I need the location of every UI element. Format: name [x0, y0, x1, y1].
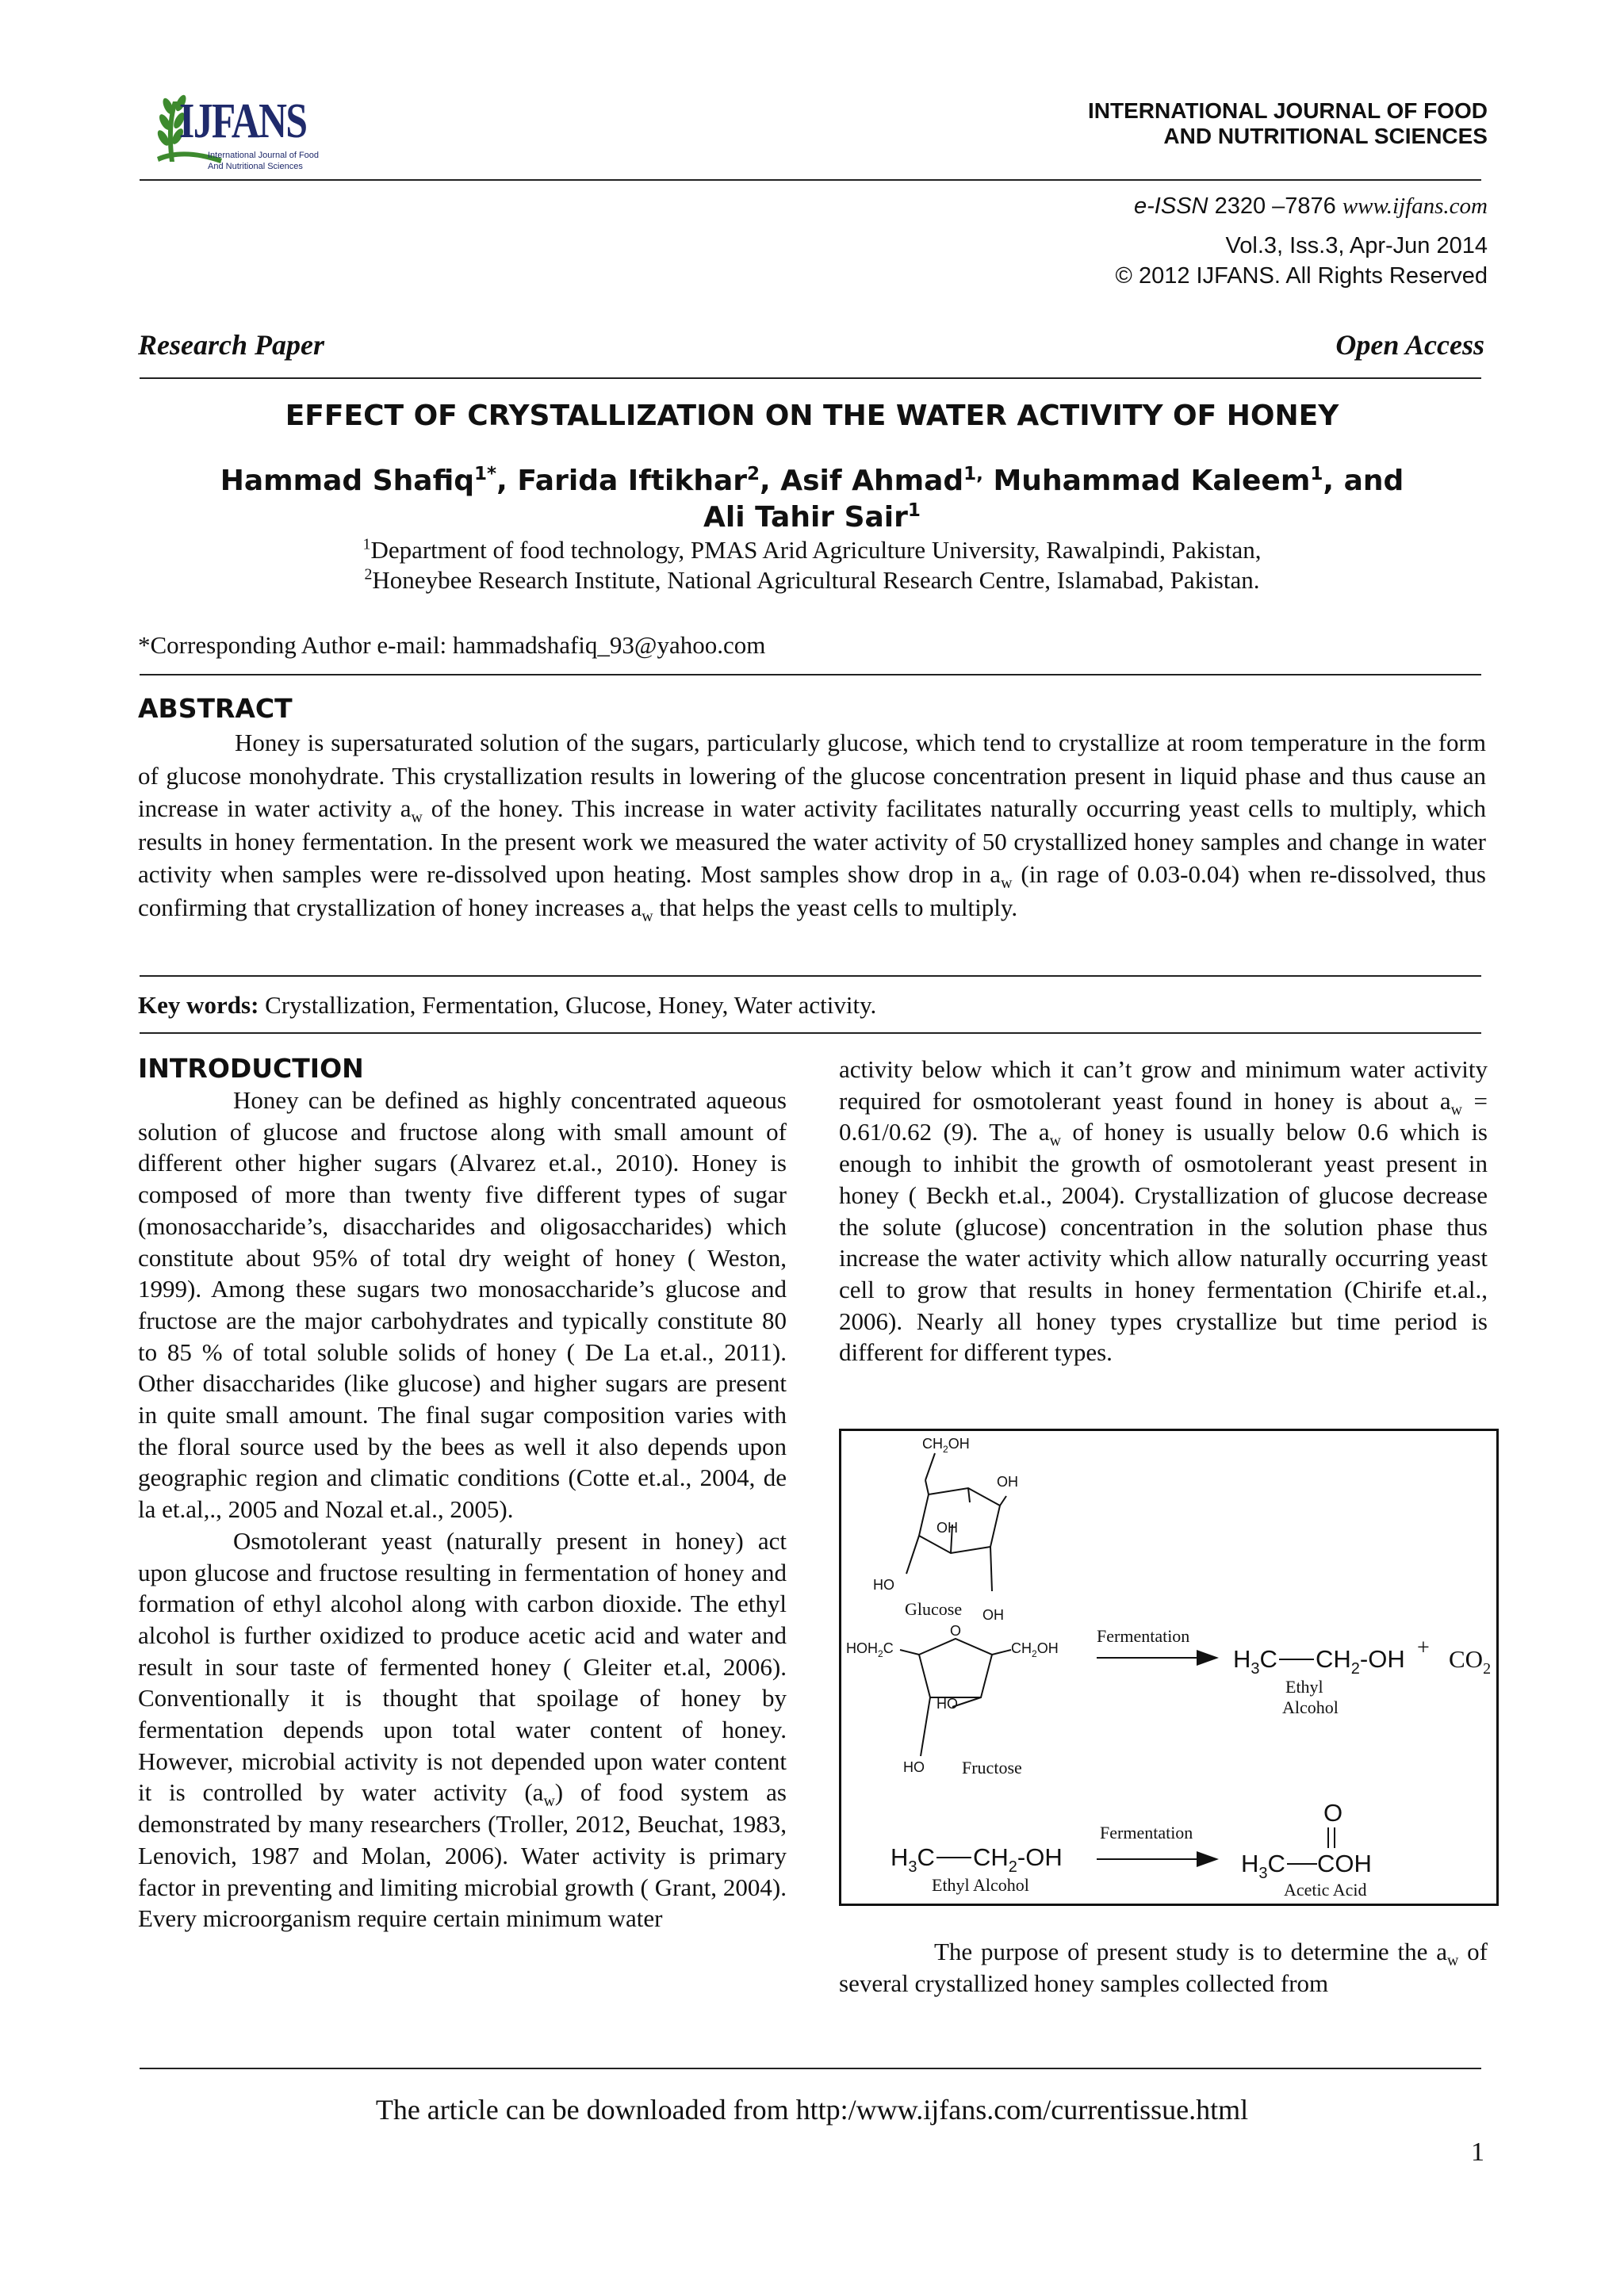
introduction-right-column: activity below which it can’t grow and minimum water activity required for osmotolerant yeast found in honey is about $a_w = 0.61/0.62$ (9). The $a_w$ of honey is usually below 0.6 which is enough to inhibit the growth of osmotolerant yeast present in honey ( Beckh et.al., 2004). Crystallization of glucose decrease the solute (glucose) concentration in the solution phase thus increase the water activity which allow naturally occurring yeast cell to grow that results in honey fermentation (Chirife et.al., 2006). Nearly all honey types crystallize but time period is different for different types.: [839, 1055, 1488, 1367]
journal-name-line2: AND NUTRITIONAL SCIENCES: [1163, 124, 1488, 148]
keywords-rule: [140, 1032, 1481, 1034]
carbon-dioxide: $CO_2$: [1449, 1645, 1492, 1678]
affiliation-1: $^1$Department of food technology, PMAS Arid Agriculture University, Rawalpindi, Pakistan,: [362, 535, 1262, 564]
article-title: EFFECT OF CRYSTALLIZATION ON THE WATER ACTIVITY OF HONEY: [285, 400, 1339, 432]
website-link[interactable]: www.ijfans.com: [1342, 193, 1488, 219]
ethanol-formula-2: $H_3C$: [891, 1843, 935, 1876]
author-list: [190, 463, 1434, 536]
fermentation-label-2: Fermentation: [1100, 1823, 1193, 1843]
glucose-ch2oh-label: $CH_2OH$: [922, 1436, 970, 1455]
abstract-top-rule: [140, 674, 1481, 675]
paper-type: Research Paper: [138, 329, 324, 361]
ethyl-label: Ethyl: [1285, 1677, 1323, 1697]
purpose-paragraph: The purpose of present study is to determine the $a_w$ of several crystallized honey samples collected from: [839, 1938, 1488, 1997]
logo-subtitle-1: International Journal of Food: [208, 151, 320, 160]
glucose-oh-right: OH: [997, 1474, 1018, 1490]
ethanol-ch2oh-2: $CH_2-OH$: [973, 1843, 1063, 1876]
author-5: Ali Tahir Sair$^1$: [703, 500, 921, 534]
journal-logo: [151, 86, 349, 178]
download-note: The article can be downloaded from http:/www.ijfans.com/currentissue.html: [375, 2094, 1249, 2126]
fructose-ring-oxygen: O: [950, 1623, 962, 1639]
access-type: Open Access: [1335, 329, 1484, 361]
abstract-bottom-rule: [140, 975, 1481, 977]
introduction-heading: INTRODUCTION: [138, 1053, 364, 1084]
intro-paragraph-2: Osmotolerant yeast (naturally present in honey) act upon glucose and fructose resulting in fermentation of honey and formation of ethyl alcohol along with carbon dioxide. The ethyl alcohol is further oxidized to produce acetic acid and water and result in sour taste of fermented honey ( Gleiter et.al, 2006). Conventionally it is thought that spoilage of honey by fermentation depends upon total water content of honey. However, microbial activity is not depended upon water content it is controlled by water activity $(a_w)$ of food system as demonstrated by many researchers (Troller, 2012, Beuchat, 1983, Lenovich, 1987 and Molan, 2006). Water activity is primary factor in preventing and limiting microbial growth ( Grant, 2004). Every microorganism require certain minimum water: [138, 1526, 787, 1933]
acetic-acid-label: Acetic Acid: [1284, 1880, 1367, 1900]
carbonyl-oxygen: O: [1323, 1799, 1343, 1827]
fructose-ho-bottom: HO: [903, 1759, 925, 1775]
keywords-label: Key words:: [138, 991, 259, 1019]
affiliation-2: $^2$Honeybee Research Institute, National Agricultural Research Centre, Islamabad, Pakistan.: [364, 565, 1260, 594]
page-number: 1: [1471, 2137, 1484, 2167]
eissn-label: e-ISSN: [1134, 193, 1208, 219]
glucose-oh-bottom: OH: [982, 1607, 1004, 1623]
author-4: Muhammad Kaleem$^1$, and: [993, 464, 1404, 497]
eissn-value: 2320 –7876: [1214, 193, 1336, 219]
acetic-acid-formula: $H_3C$: [1241, 1850, 1285, 1882]
logo-subtitle-2: And Nutritional Sciences: [208, 162, 303, 171]
author-3: Asif Ahmad$^{1,}$: [780, 464, 983, 497]
copyright: © 2012 IJFANS. All Rights Reserved: [1115, 263, 1488, 289]
glucose-label: Glucose: [905, 1599, 963, 1619]
issn-line: [1134, 193, 1488, 220]
fermentation-scheme-figure: [839, 1429, 1499, 1906]
abstract-heading: ABSTRACT: [138, 693, 293, 724]
glucose-ho-left: HO: [873, 1577, 894, 1593]
keywords: [138, 991, 876, 1020]
journal-name-line1: INTERNATIONAL JOURNAL OF FOOD: [1088, 98, 1488, 123]
reaction-diagram: [841, 1431, 1496, 1904]
intro-paragraph-1: Honey can be defined as highly concentrated aqueous solution of glucose and fructose along with small amount of different other higher sugars (Alvarez et.al., 2010). Honey is composed of more than twenty five different types of sugar (monosaccharide’s, disaccharides and oligosaccharides) which constitute about 95% of total dry weight of honey ( Weston, 1999). Among these sugars two monosaccharide’s glucose and fructose are the major carbohydrates and typically constitute 80 to 85 % of total soluble solids of honey ( De La et.al., 2011). Other disaccharides (like glucose) and higher sugars are present in quite small amount. The final sugar composition varies with the floral source used by the bees as well it also depends upon geographic region and climatic conditions (Cotte et.al., 2004, de la et.al,., 2005 and Nozal et.al., 2005).: [138, 1086, 787, 1524]
glucose-oh-center: OH: [936, 1520, 958, 1536]
footer-rule: [140, 2068, 1481, 2069]
fructose-ho-center: HO: [936, 1696, 958, 1712]
fructose-ch2oh-label: $CH_2OH$: [1011, 1640, 1059, 1659]
volume-info: Vol.3, Iss.3, Apr-Jun 2014: [1225, 233, 1488, 258]
ethanol-formula-1: $H_3C$: [1233, 1645, 1277, 1678]
fructose-hoh2c-label: $HOH_2C$: [846, 1640, 894, 1659]
acetic-coh: COH: [1317, 1850, 1372, 1877]
logo-text: IJFANS: [179, 94, 307, 148]
title-rule: [140, 377, 1481, 379]
keywords-text: Crystallization, Fermentation, Glucose, Honey, Water activity.: [259, 991, 877, 1019]
abstract-text: Honey is supersaturated solution of the sugars, particularly glucose, which tend to crystallize at room temperature in the form of glucose monohydrate. This crystallization results in lowering of the glucose concentration present in liquid phase and thus cause an increase in water activity $a_w$ of the honey. This increase in water activity facilitates naturally occurring yeast cells to multiply, which results in honey fermentation. In the present work we measured the water activity of 50 crystallized honey samples and change in water activity when samples were re-dissolved upon heating. Most samples show drop in $a_w$ (in rage of 0.03-0.04) when re-dissolved, thus confirming that crystallization of honey increases $a_w$ that helps the yeast cells to multiply.: [138, 729, 1486, 925]
corresponding-author: *Corresponding Author e-mail: hammadshafiq_93@yahoo.com: [138, 631, 766, 659]
ethanol-ch2oh-1: $CH_2-OH$: [1316, 1645, 1405, 1678]
journal-name: [1088, 98, 1488, 149]
plus-sign: +: [1417, 1636, 1430, 1660]
header-rule: [140, 179, 1481, 181]
fructose-label: Fructose: [962, 1758, 1022, 1777]
ethyl-alcohol-label: Ethyl Alcohol: [932, 1875, 1029, 1895]
introduction-left-column: [138, 1085, 787, 1934]
author-2: Farida Iftikhar$^2$,: [517, 464, 781, 497]
author-1: Hammad Shafiq$^{1*}$,: [220, 464, 518, 497]
alcohol-label: Alcohol: [1282, 1697, 1339, 1717]
fermentation-label-1: Fermentation: [1097, 1626, 1190, 1646]
